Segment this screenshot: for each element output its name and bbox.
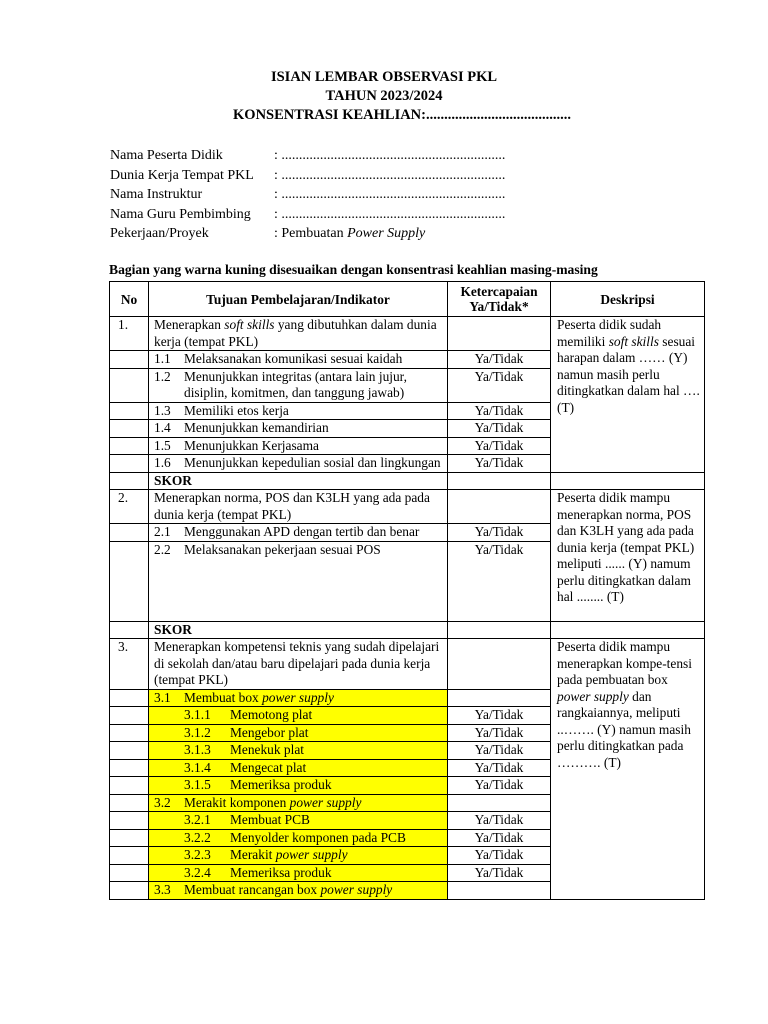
achievement-cell[interactable]: Ya/Tidak: [448, 420, 551, 438]
achievement-cell[interactable]: Ya/Tidak: [448, 777, 551, 795]
achievement-cell[interactable]: Ya/Tidak: [448, 829, 551, 847]
title-line-3: KONSENTRASI KEAHLIAN:........................................: [233, 107, 571, 123]
skor-row: SKOR: [110, 621, 705, 639]
achievement-cell[interactable]: Ya/Tidak: [448, 402, 551, 420]
section-number: 2.: [110, 490, 149, 524]
table-row: 3.3 Membuat rancangan box power supply: [110, 882, 705, 900]
achievement-cell[interactable]: Ya/Tidak: [448, 524, 551, 542]
table-row: 1.5 Menunjukkan Kerjasama Ya/Tidak: [110, 437, 705, 455]
table-row: 2.1 Menggunakan APD dengan tertib dan benar Ya/Tidak: [110, 524, 705, 542]
section-description: Peserta didik mampu menerapkan kompe-tensi pada pembuatan box power supply dan rangkaiannya, meliputi ..……. (Y) namun masih perlu ditingkatkan pada ………. (T): [551, 639, 705, 900]
achievement-cell[interactable]: Ya/Tidak: [448, 437, 551, 455]
field-pekerjaan: Pekerjaan/Proyek : Pembuatan Power Supply: [110, 226, 426, 241]
section-goal: Menerapkan norma, POS dan K3LH yang ada pada dunia kerja (tempat PKL): [149, 490, 448, 524]
table-row: 1.1 Melaksanakan komunikasi sesuai kaidah Ya/Tidak: [110, 351, 705, 369]
table-row: 3.1.5 Memeriksa produk Ya/Tidak: [110, 777, 705, 795]
table-row: [110, 317, 705, 351]
achievement-cell[interactable]: Ya/Tidak: [448, 847, 551, 865]
skor-row: SKOR: [110, 472, 705, 490]
table-row: 3.2.2 Menyolder komponen pada PCB Ya/Tidak: [110, 829, 705, 847]
section-description: Peserta didik sudah memiliki soft skills sesuai harapan dalam …… (Y) namun masih perlu ditingkatkan dalam hal …. (T): [551, 317, 705, 473]
table-row: 1.2 Menunjukkan integritas (antara lain jujur, disiplin, komitmen, dan tanggung jawab) Ya/Tidak: [110, 368, 705, 402]
highlight-note: Bagian yang warna kuning disesuaikan dengan konsentrasi keahlian masing-masing: [109, 262, 598, 277]
field-guru-pembimbing: Nama Guru Pembimbing : ................................................................: [110, 206, 506, 222]
table-row: [110, 639, 705, 690]
section-number: 3.: [110, 639, 149, 690]
field-nama-peserta: Nama Peserta Didik : ................................................................: [110, 148, 506, 163]
table-row: 2.2 Melaksanakan pekerjaan sesuai POS Ya/Tidak: [110, 541, 705, 621]
table-row: 3.2 Merakit komponen power supply: [110, 794, 705, 812]
table-row: 3.1 Membuat box power supply: [110, 689, 705, 707]
table-row: 3.2.4 Memeriksa produk Ya/Tidak: [110, 864, 705, 882]
section-number: 1.: [110, 317, 149, 351]
achievement-cell[interactable]: Ya/Tidak: [448, 455, 551, 473]
table-row: 1.4 Menunjukkan kemandirian Ya/Tidak: [110, 420, 705, 438]
achievement-cell[interactable]: Ya/Tidak: [448, 759, 551, 777]
achievement-cell[interactable]: Ya/Tidak: [448, 812, 551, 830]
achievement-cell[interactable]: Ya/Tidak: [448, 724, 551, 742]
observation-table: [109, 281, 705, 900]
title-line-1: ISIAN LEMBAR OBSERVASI PKL: [270, 69, 498, 85]
table-row: 1.3 Memiliki etos kerja Ya/Tidak: [110, 402, 705, 420]
table-row: 3.1.4 Mengecat plat Ya/Tidak: [110, 759, 705, 777]
header-no: No: [110, 282, 149, 317]
section-goal: Menerapkan soft skills yang dibutuhkan dalam dunia kerja (tempat PKL): [149, 317, 448, 351]
achievement-cell[interactable]: Ya/Tidak: [448, 864, 551, 882]
field-dunia-kerja: Dunia Kerja Tempat PKL : ................................................................: [110, 167, 506, 183]
identity-fields: [110, 146, 505, 244]
header-description: Deskripsi: [551, 282, 705, 317]
achievement-cell[interactable]: Ya/Tidak: [448, 351, 551, 369]
table-row: [110, 490, 705, 524]
achievement-cell[interactable]: Ya/Tidak: [448, 368, 551, 402]
field-instruktur: Nama Instruktur : ................................................................: [110, 187, 506, 202]
table-row: 3.2.1 Membuat PCB Ya/Tidak: [110, 812, 705, 830]
achievement-cell[interactable]: Ya/Tidak: [448, 541, 551, 621]
header-achievement: Ketercapaian Ya/Tidak*: [448, 282, 551, 317]
table-row: 3.2.3 Merakit power supply Ya/Tidak: [110, 847, 705, 865]
table-row: 1.6 Menunjukkan kepedulian sosial dan lingkungan Ya/Tidak: [110, 455, 705, 473]
document-title: [0, 68, 768, 125]
section-description: Peserta didik mampu menerapkan norma, POS dan K3LH yang ada pada dunia kerja (tempat PKL) meliputi ...... (Y) namum perlu ditingkatkan dalam hal ........ (T): [551, 490, 705, 622]
table-row: 3.1.2 Mengebor plat Ya/Tidak: [110, 724, 705, 742]
table-header-row: [110, 282, 705, 317]
achievement-cell[interactable]: Ya/Tidak: [448, 707, 551, 725]
table-row: 3.1.3 Menekuk plat Ya/Tidak: [110, 742, 705, 760]
header-goal: Tujuan Pembelajaran/Indikator: [149, 282, 448, 317]
table-row: 3.1.1 Memotong plat Ya/Tidak: [110, 707, 705, 725]
achievement-cell[interactable]: Ya/Tidak: [448, 742, 551, 760]
section-goal: Menerapkan kompetensi teknis yang sudah dipelajari di sekolah dan/atau baru dipelajari pada dunia kerja (tempat PKL): [149, 639, 448, 690]
title-line-2: TAHUN 2023/2024: [325, 88, 443, 104]
